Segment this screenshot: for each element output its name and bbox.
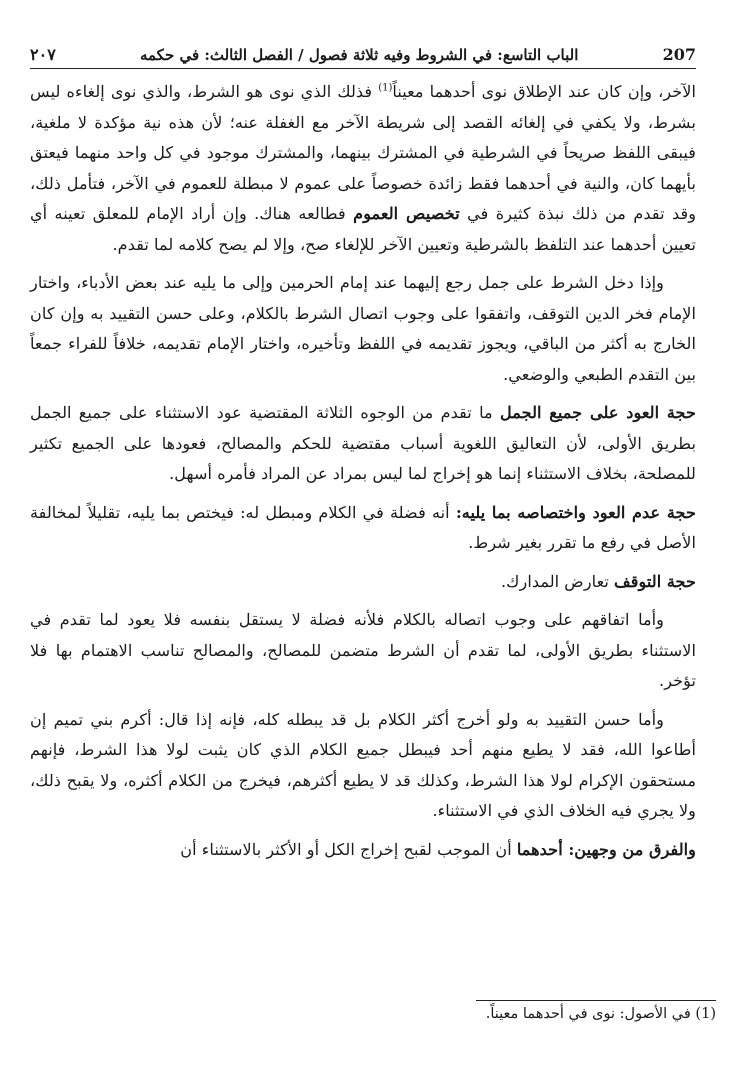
bold-term: حجة عدم العود واختصاصه بما يليه: bbox=[455, 502, 696, 522]
bold-term: أحدهما bbox=[516, 839, 569, 859]
paragraph bbox=[30, 268, 696, 390]
paragraph bbox=[30, 567, 696, 598]
text-run: أن الموجب لقبح إخراج الكل أو الأكثر بالاستثناء أن bbox=[180, 839, 517, 859]
paragraph bbox=[30, 835, 696, 866]
text-run: وأما حسن التقييد به ولو أخرج أكثر الكلام بل قد يبطله كله، فإنه إذا قال: أكرم بني تميم إن أطاعوا الله، فقد لا يطيع منهم أحد فيبطل جميع الكلام الذي كان يثبت لولا هذا الشرط، فإنهم مستحقون الإكرام لولا هذا الشرط، وكذلك قد لا يطيع أكثرهم، فيخرج من الكلام أكثره، ولا يقبح ذلك، ولا يجري فيه الخلاف الذي في الاستثناء. bbox=[30, 709, 696, 820]
footnote: (1) في الأصول: نوى في أحدهما معيناً. bbox=[485, 1006, 716, 1022]
running-header bbox=[30, 40, 696, 69]
footnote-divider bbox=[476, 1000, 716, 1001]
paragraph bbox=[30, 605, 696, 697]
footnote-marker: (1) bbox=[378, 82, 393, 94]
page-number: 207 bbox=[662, 45, 696, 64]
bold-term: حجة العود على جميع الجمل bbox=[500, 403, 697, 422]
bold-term: تخصيص العموم bbox=[353, 204, 460, 223]
text-run: تعارض المدارك. bbox=[501, 571, 615, 591]
text-run: فطالعه هناك. وإن أراد الإمام للمعلق تعينه أي تعيين أحدهما عند التلفظ بالشرطية وتعيين الآخر للإلغاء صح، وإلا لم يصح كلامه لما تقدم. bbox=[30, 204, 696, 254]
text-run: وأما اتفاقهم على وجوب اتصاله بالكلام فلأنه فضلة لا يستقل بنفسه فلا يعود لما تقدم في الاستثناء بطريق الأولى، لما تقدم أن الشرط متضمن للمصالح، والمصالح تناسب الاهتمام بها فلا تؤخر. bbox=[30, 610, 696, 690]
text-run: ما تقدم من الوجوه الثلاثة المقتضية عود الاستثناء على جميع الجمل بطريق الأولى، لأن التعاليق اللغوية أسباب مقتضية للحكم والمصالح، فعودها على الجميع تكثير للمصلحة، بخلاف الاستثناء إنما هو إخراج لما ليس بمراد عن المراد فأمره أسهل. bbox=[30, 403, 696, 483]
book-page bbox=[30, 40, 696, 873]
bold-term: والفرق من وجهين: bbox=[568, 839, 696, 859]
running-title: الباب التاسع: في الشروط وفيه ثلاثة فصول / الفصل الثالث: في حكمه bbox=[139, 46, 579, 64]
text-run: فذلك الذي نوى هو الشرط، والذي نوى إلغاءه ليس بشرط، ولا يكفي في إلغائه القصد إلى شريطة الآخر مع الغفلة عنه؛ لأن هذه نية مؤكدة لا ملغية، فيبقى اللفظ صريحاً في الشرطية في المشترك بينهما، والمشترك موجود في كل واحد منهما فيعتق بأيهما كان، والنية في أحدهما فقط زائدة خصوصاً على عموم لا مبطلة للعموم في الآخر، فتأمل ذلك، وقد تقدم من ذلك نبذة كثيرة في bbox=[30, 82, 697, 223]
page-body bbox=[30, 77, 696, 865]
page-number-arabic: ٢٠٧ bbox=[30, 45, 56, 64]
paragraph bbox=[30, 705, 696, 827]
text-run: وإذا دخل الشرط على جمل رجع إليهما عند إمام الحرمين وإلى ما يليه عند بعض الأدباء، واختار الإمام فخر الدين التوقف، واتفقوا على وجوب اتصال الشرط بالكلام، وعلى حسن التقييد به وإن كان الخارج به أكثر من الباقي، ويجوز تقديمه في اللفظ وتأخيره، واختار الإمام تقديمه، خلافاً للفراء جمعاً بين التقدم الطبعي والوضعي. bbox=[30, 273, 696, 384]
paragraph bbox=[30, 77, 696, 260]
text-run: أنه فضلة في الكلام ومبطل له: فيختص بما يليه، تقليلاً لمخالفة الأصل في رفع ما تقرر بغير شرط. bbox=[30, 502, 696, 552]
bold-term: حجة التوقف bbox=[614, 571, 696, 591]
paragraph bbox=[30, 498, 696, 559]
text-run: الآخر، وإن كان عند الإطلاق نوى أحدهما معيناً bbox=[392, 82, 696, 101]
paragraph bbox=[30, 398, 696, 490]
